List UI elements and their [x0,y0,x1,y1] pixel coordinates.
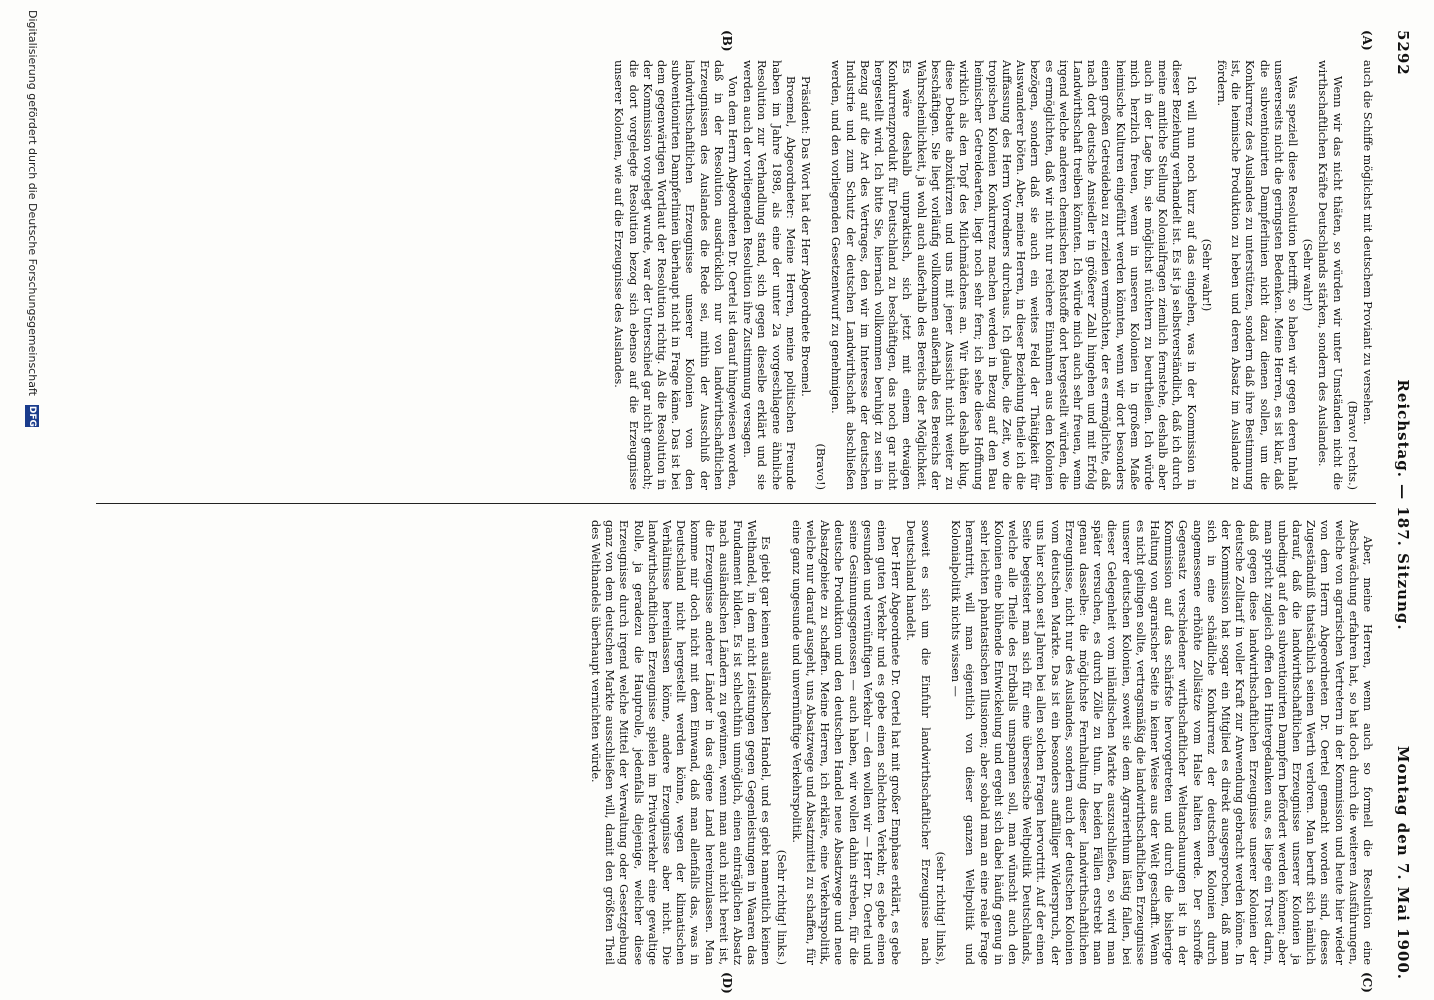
right-column-paragraph: soweit es sich um die Einfuhr landwirthschaftlicher Erzeugnisse nach Deutschland handelt. [904,520,932,965]
page-number: 5292 [1394,30,1412,76]
right-column-paragraph: Aber, meine Herren, wenn auch so formell die Resolution eine Abschwächung erfahren hat, so hat doch durch die weiteren Ausführungen, welche von agrarischen Vertretern in der Kommission und heute hier wieder von dem Herrn Abgeordneten Dr. Oertel gemacht worden sind, dieses Zugeständniß thatsächlich seinen Werth verloren. Man beruft sich nämlich darauf, daß die landwirthschaftlichen Erzeugnisse unserer Kolonien ja unbedingt auf den subventionirten Dampfern befördert werden können; aber man spricht zugleich offen den Hintergedanken aus, es liege ein Trost darin, daß gegen diese landwirthschaftlichen Erzeugnisse unserer Kolonien der deutsche Zolltarif in voller Kraft zur Anwendung gebracht werden könne. In der Kommission hat sogar ein Mitglied es direkt ausgesprochen, daß man sich in eine schädliche Konkurrenz der deutschen Kolonien durch angemessene erhöhte Zollsätze vom Halse halten werde. Der schroffe Gegensatz verschiedener wirthschaftlicher Weltanschauungen ist in der Kommission auf das schärfste hervorgetreten und durch die bisherige Haltung von agrarischer Seite in keiner Weise aus der Welt geschafft. Wenn es nicht gelingen sollte, vertragsmäßig die landwirthschaftlichen Erzeugnisse unserer deutschen Kolonien, soweit sie dem Agrarierthum lästig fallen, bei dieser Gelegenheit vom inländischen Markte auszuschließen, so wird man später versuchen, es durch Zölle zu thun. In beiden Fällen erstrebt man genau dasselbe: die möglichste Fernhaltung dieser landwirthschaftlichen Erzeugnisse, nicht nur des Auslandes, sondern auch der deutschen Kolonien vom deutschen Markte. Das ist ein besonders auffälliger Widerspruch, der uns hier schon seit Jahren bei allen solchen Fragen hervortritt. Auf der einen Seite begeistert man sich für eine überseeische Weltpolitik Deutschlands, welche alle Theile des Erdballs umspannen soll, man wünscht auch den Kolonien eine blühende Entwickelung und ergeht sich dabei häufig genug in sehr leichten phantastischen Illusionen; aber sobald man an eine reale Frage herantritt, will man eigentlich von dieser ganzen Weltpolitik und Kolonialpolitik nichts wissen — [949,520,1374,965]
column-divider [96,503,1376,504]
left-column-paragraph: (Bravo! rechts.) [1345,400,1359,490]
margin-marker-a: (A) [1360,30,1374,51]
right-column-paragraph: Es giebt gar keinen ausländischen Handel, und es giebt namentlich keinen Welthandel, in dem nicht Leistungen gegen Gegenleistungen in Waaren das Fundament bilden. Es ist schlechthin unmöglich, einen einträglichen Absatz nach ausländischen Ländern zu gewinnen, wenn man auch nicht bereit ist, die Erzeugnisse anderer Länder in das eigene Land hereinzulassen. Man komme mir doch nicht mit dem Einwand, daß man allenfalls das, was in Deutschland nicht hergestellt werden könne, wegen der klimatischen Verhältnisse hereinlassen könne, andere Erzeugnisse aber nicht. Die landwirthschaftlichen Erzeugnisse spielen im Privatverkehr eine gewaltige Rolle, ja geradezu die Hauptrolle, jedenfalls diejenige, welcher diese Erzeugnisse durch irgend welche Mittel der Verwaltung oder Gesetzgebung ganz von dem deutschen Markte ausschließen will, damit den größten Theil des Welthandels überhaupt vernichten würde. [589,520,773,965]
right-column-paragraph: Der Herr Abgeordnete Dr. Oertel hat mit großer Emphase erklärt, es gebe einen guten Verkehr und es gebe einen schlechten Verkehr, es gebe einen gesunden und vernünftigen Verkehr — den wollen wir — Herr Dr. Oertel und seine Gesinnungsgenossen — auch haben, wir wollen dahin streben, für die deutsche Produktion und den deutschen Handel neue Absatzwege und neue Absatzgebiete zu schaffen. Meine Herren, ich erkläre, eine Verkehrspolitik, welche nur darauf ausgeht, uns Absatzwege und Absatzmittel zu schaffen, für eine ganz ungesunde und unvernünftige Verkehrspolitik. [789,520,903,965]
session-date: Montag den 7. Mai 1900. [1394,745,1412,980]
page-title: Reichstag. — 187. Sitzung. [1394,379,1412,631]
left-column-paragraph: Wenn wir das nicht thäten, so würden wir unter Umständen nicht die wirthschaftlichen Kräfte Deutschlands stärken, sondern des Auslandes. [1316,60,1344,490]
right-text-column [99,520,1374,965]
left-column-paragraph: Ich will nun noch kurz auf das eingehen, was in der Kommission in dieser Beziehung verhandelt ist. Es ist ja selbstverständlich, daß ich durch meine amtliche Stellung Kolonialfragen ziemlich fernstehe, deshalb aber auch in der Lage bin, sie möglichst nüchtern zu beurtheilen. Ich würde mich herzlich freuen, wenn in unseren Kolonien in großem Maße heimische Kulturen eingeführt werden könnten, wenn wir dort besonders einen großen Getreidebau zu erzielen vermöchten, der es ermöglichte, daß nach dort deutsche Ansiedler in größerer Zahl hingehen und mit Erfolg Landwirthschaft treiben könnten. Ich würde mich auch sehr freuen, wenn irgend welche anderen chemischen Rohstoffe dort hergestellt würden, die es ermöglichten, daß wir nicht nur reichere Einnahmen aus den Kolonien bezögen, sondern daß sie auch ein weites Feld der Thätigkeit für Auswanderer böten. Aber, meine Herren, in dieser Beziehung theile ich die Auffassung des Herrn Vorredners durchaus. Ich glaube, die Zeit, wo die tropischen Kolonien Konkurrenz machen werden in Bezug auf den Bau heimischer Getreidearten, liegt noch sehr fern; ich sehe diese Hoffnung wirklich als den Topf des Milchmädchens an. Wir thäten deshalb klug, diese Debatte abzukürzen und uns mit jener Aussicht nicht weiter zu beschäftigen. Sie liegt vorläufig vollkommen außerhalb des Bereichs der Wahrscheinlichkeit, ja wohl auch außerhalb des Bereichs der Möglichkeit. Es wäre deshalb unpraktisch, sich jetzt mit einem etwaigen Konkurrenzprodukt für Deutschland zu beschäftigen, das noch gar nicht hergestellt wird. Ich bitte Sie, hiernach vollkommen beruhigt zu sein in Bezug auf die Art des Vertrages, den wir im Interesse der deutschen Industrie und zum Schutz der deutschen Landwirthschaft abschließen werden, und den vorliegenden Gesetzentwurf zu genehmigen. [829,60,1198,490]
left-column-paragraph: (Bravo!) [814,443,828,490]
left-column-paragraph: Was speziell diese Resolution betrifft, so haben wir gegen deren Inhalt unsererseits nicht die geringsten Bedenken. Meine Herren, es ist klar, daß die subventionirten Dampferlinien nicht dazu dienen sollen, um die Konkurrenz des Auslandes zu unterstützen, sondern daß ihre Bestimmung ist, die heimische Produktion zu heben und deren Absatz im Auslande zu fördern. [1214,60,1299,490]
left-column-paragraph: Broemel, Abgeordneter: Meine Herren, meine politischen Freunde haben im Jahre 1898, als eine der unter 2a vorgeschlagene ähnliche Resolution zur Verhandlung stand, sich gegen dieselbe erklärt und sie werden auch der vorliegenden Resolution ihre Zustimmung versagen. [741,60,797,490]
margin-marker-d: (D) [720,972,734,994]
left-column-paragraph: Präsident: Das Wort hat der Herr Abgeordnete Broemel. [799,76,813,397]
footer-credit: Digitalisierung gefördert durch die Deutsche Forschungsgemeinschaft [26,10,39,396]
left-column-paragraph: auch die Schiffe möglichst mit deutschem Proviant zu versehen. [1361,60,1374,425]
margin-marker-c: (C) [1360,972,1374,993]
left-column-paragraph: (Sehr wahr!) [1199,238,1213,312]
right-column-paragraph: (Sehr richtig! links.) [774,849,788,965]
dfg-logo: DFG [27,405,37,427]
left-text-column [99,60,1374,490]
left-column-paragraph: Von dem Herrn Abgeordneten Dr. Oertel ist darauf hingewiesen worden, daß in der Resolution ausdrücklich nur von landwirthschaftlichen Erzeugnissen des Auslandes die Rede sei, mithin der Ausschluß der landwirthschaftlichen Erzeugnisse unserer Kolonien von den subventionirten Dampferlinien überhaupt nicht in Frage käme. Das ist bei dem gegenwärtigen Wortlaut der Resolution richtig. Als die Resolution in der Kommission vorgelegt wurde, war der Unterschied gar nicht gemacht; die dort vorgelegte Resolution bezog sich ebenso auf die Erzeugnisse unserer Kolonien, wie auf die Erzeugnisse des Auslandes. [612,60,740,490]
margin-marker-b: (B) [720,30,734,52]
left-column-paragraph: (Sehr wahr!) [1301,238,1315,312]
page-header [1386,30,1412,980]
right-column-paragraph: (sehr richtig! links), [933,851,947,965]
digitization-footer [9,0,39,1000]
